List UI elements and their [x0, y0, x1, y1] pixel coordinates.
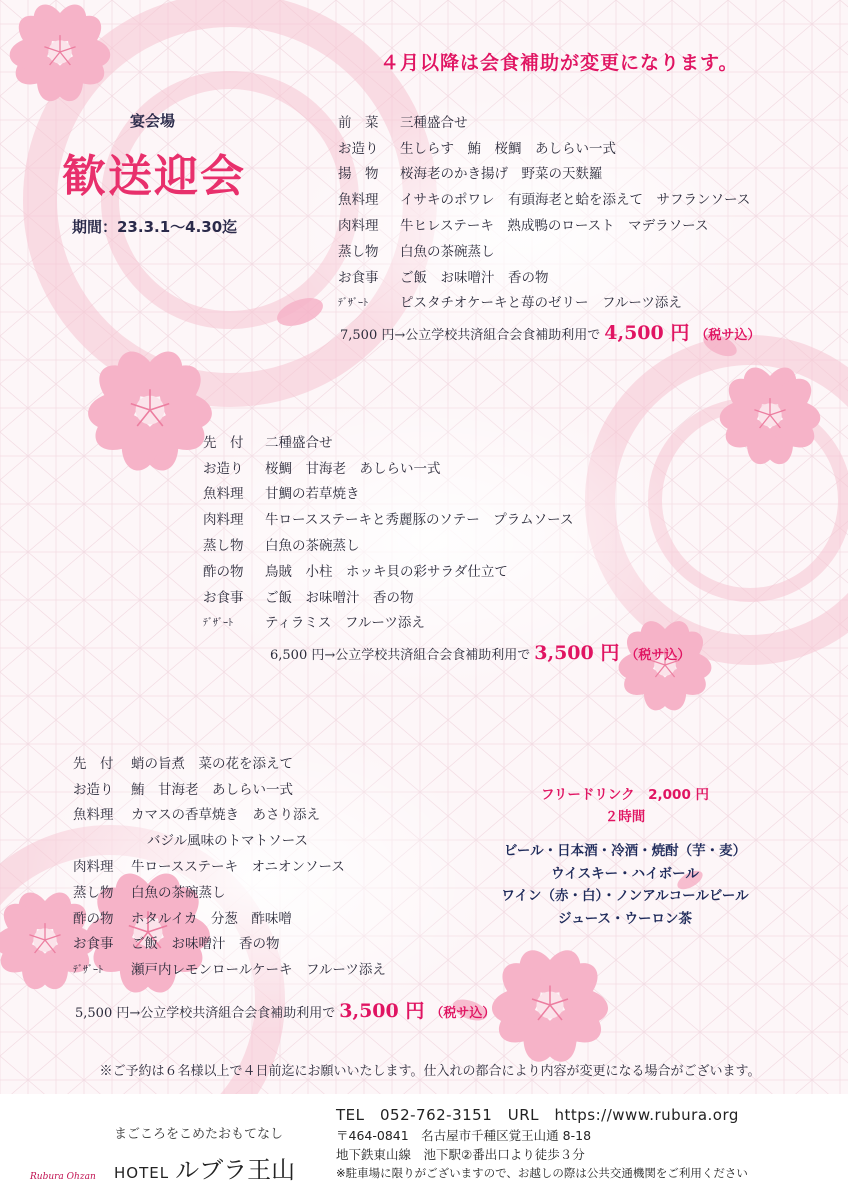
course-row — [203, 428, 573, 454]
venue-label: 宴会場 — [130, 112, 176, 130]
course-row — [73, 826, 386, 852]
hotel-prefix: HOTEL — [114, 1164, 170, 1182]
course-category: 蒸し物 — [203, 538, 244, 555]
course-dish: 二種盛合せ — [265, 434, 333, 451]
course-category: 蒸し物 — [73, 884, 114, 901]
course-category: 先 付 — [203, 434, 244, 451]
address-line: 〒464-0841 名古屋市千種区覚王山通 8-18 — [336, 1128, 592, 1143]
course-row — [203, 505, 573, 531]
course-dish: 甘鯛の若草焼き — [265, 486, 360, 503]
course-row — [338, 289, 750, 315]
free-drink-box — [470, 784, 780, 930]
course-row — [203, 557, 573, 583]
logo: Rubura Ohzan — [30, 1172, 96, 1182]
course-category: 前 菜 — [338, 114, 379, 131]
course-dish: 生しらす 鮪 桜鯛 あしらい一式 — [400, 140, 616, 157]
contact-info — [336, 1104, 748, 1182]
price-tax: （税サ込） — [695, 328, 761, 343]
menu-3-price — [75, 996, 495, 1023]
course-category: お造り — [338, 140, 379, 157]
course-category: 揚 物 — [338, 166, 379, 183]
course-row — [203, 454, 573, 480]
price-text: 5,500 円→公立学校共済組合会食補助利用で — [75, 1006, 336, 1021]
course-dish: 鳥賊 小柱 ホッキ貝の彩サラダ仕立て — [265, 563, 508, 580]
course-category: 肉料理 — [338, 218, 379, 235]
course-row — [203, 583, 573, 609]
course-dish: ご飯 お味噌汁 香の物 — [131, 936, 280, 953]
course-category: ﾃﾞｻﾞｰﾄ — [203, 617, 233, 629]
course-row — [338, 211, 750, 237]
course-row — [338, 185, 750, 211]
menu-3 — [73, 749, 386, 981]
course-row — [338, 108, 750, 134]
course-category: ﾃﾞｻﾞｰﾄ — [73, 964, 103, 976]
course-dish: 鮪 甘海老 あしらい一式 — [131, 781, 293, 798]
course-row — [338, 160, 750, 186]
tel-url-line[interactable]: TEL 052-762-3151 URL https://www.rubura.org — [336, 1106, 739, 1124]
course-row — [73, 749, 386, 775]
free-drink-duration: ２時間 — [604, 809, 646, 825]
menu-2-price — [270, 638, 690, 665]
drink-item: ジュース・ウーロン茶 — [557, 910, 693, 927]
course-category: お造り — [203, 460, 244, 477]
course-dish: ティラミス フルーツ添え — [265, 615, 425, 632]
menu-2 — [203, 428, 573, 634]
drink-item: ワイン（赤・白）・ノンアルコールビール — [501, 888, 749, 904]
course-category: お食事 — [203, 589, 244, 606]
event-title: 歓送迎会 — [62, 151, 246, 202]
free-drink-title: フリードリンク 2,000 円 — [540, 787, 710, 803]
price-amount: 4,500 円 — [604, 322, 690, 344]
course-dish: ホタルイカ 分葱 酢味噌 — [131, 910, 292, 927]
course-category: 魚料理 — [203, 486, 244, 503]
course-row — [73, 930, 386, 956]
menu-1-price — [340, 318, 760, 345]
hotel-tagline: まごころをこめたおもてなし — [114, 1127, 284, 1142]
course-row — [338, 134, 750, 160]
course-category: 肉料理 — [73, 859, 114, 876]
drink-item: ビール・日本酒・冷酒・焼酎（芋・麦） — [503, 843, 747, 859]
course-dish: ピスタチオケーキと苺のゼリー フルーツ添え — [400, 295, 682, 312]
course-row — [73, 904, 386, 930]
course-dish: カマスの香草焼き あさり添え — [131, 807, 320, 824]
course-dish: 白魚の茶碗蒸し — [400, 243, 495, 260]
course-category: 魚料理 — [73, 807, 114, 824]
price-tax: （税サ込） — [625, 648, 691, 663]
course-dish: バジル風味のトマトソース — [147, 833, 308, 850]
course-dish: 瀬戸内レモンロールケーキ フルーツ添え — [131, 962, 386, 979]
course-dish: 牛ヒレステーキ 熟成鴨のロースト マデラソース — [400, 218, 709, 235]
course-dish: ご飯 お味噌汁 香の物 — [400, 269, 549, 286]
parking-note: ※駐車場に限りがございますので、お越しの際は公共交通機関をご利用ください — [336, 1166, 748, 1180]
price-text: 6,500 円→公立学校共済組合会食補助利用で — [270, 648, 531, 663]
access-line: 地下鉄東山線 池下駅②番出口より徒歩３分 — [336, 1147, 585, 1162]
course-dish: 牛ロースステーキと秀麗豚のソテー プラムソース — [265, 512, 574, 529]
course-row — [203, 531, 573, 557]
course-category: 酢の物 — [203, 563, 244, 580]
price-amount: 3,500 円 — [534, 642, 620, 664]
menu-2-courses — [203, 428, 573, 634]
course-row — [73, 801, 386, 827]
course-category: 先 付 — [73, 755, 114, 772]
course-row — [203, 609, 573, 635]
course-category: 蒸し物 — [338, 243, 379, 260]
period-label: 期間：23.3.1～4.30迄 — [72, 218, 238, 236]
course-category: お造り — [73, 781, 114, 798]
course-category: お食事 — [73, 936, 114, 953]
course-row — [203, 480, 573, 506]
course-dish: 三種盛合せ — [400, 114, 468, 131]
course-dish: 蛸の旨煮 菜の花を添えて — [131, 755, 293, 772]
price-amount: 3,500 円 — [339, 1000, 425, 1022]
announcement-headline: ４月以降は会食補助が変更になります。 — [380, 52, 739, 74]
course-row — [73, 955, 386, 981]
course-dish: 白魚の茶碗蒸し — [131, 884, 226, 901]
hotel-name-text: ルブラ王山 — [175, 1156, 296, 1184]
course-row — [73, 775, 386, 801]
drink-item: ウイスキー・ハイボール — [551, 865, 699, 882]
course-dish: ご飯 お味噌汁 香の物 — [265, 589, 414, 606]
course-dish: 白魚の茶碗蒸し — [265, 538, 360, 555]
course-dish: イサキのポワレ 有頭海老と蛤を添えて サフランソース — [400, 192, 751, 209]
course-dish: 桜鯛 甘海老 あしらい一式 — [265, 460, 441, 477]
reservation-notice: ※ご予約は６名様以上で４日前迄にお願いいたします。仕入れの都合により内容が変更になる場合がございます。 — [99, 1064, 761, 1079]
menu-3-courses — [73, 749, 386, 981]
course-category: 肉料理 — [203, 512, 244, 529]
menu-1 — [338, 108, 750, 314]
course-category: 酢の物 — [73, 910, 114, 927]
course-category: ﾃﾞｻﾞｰﾄ — [338, 297, 368, 309]
course-row — [73, 852, 386, 878]
course-dish: 牛ロースステーキ オニオンソース — [131, 859, 345, 876]
price-tax: （税サ込） — [430, 1006, 496, 1021]
menu-1-courses — [338, 108, 750, 314]
course-category: 魚料理 — [338, 192, 379, 209]
price-text: 7,500 円→公立学校共済組合会食補助利用で — [340, 328, 601, 343]
hotel-name — [114, 1150, 295, 1185]
course-dish: 桜海老のかき揚げ 野菜の天麩羅 — [400, 166, 603, 183]
course-category: お食事 — [338, 269, 379, 286]
course-row — [73, 878, 386, 904]
course-row — [338, 237, 750, 263]
course-row — [338, 263, 750, 289]
